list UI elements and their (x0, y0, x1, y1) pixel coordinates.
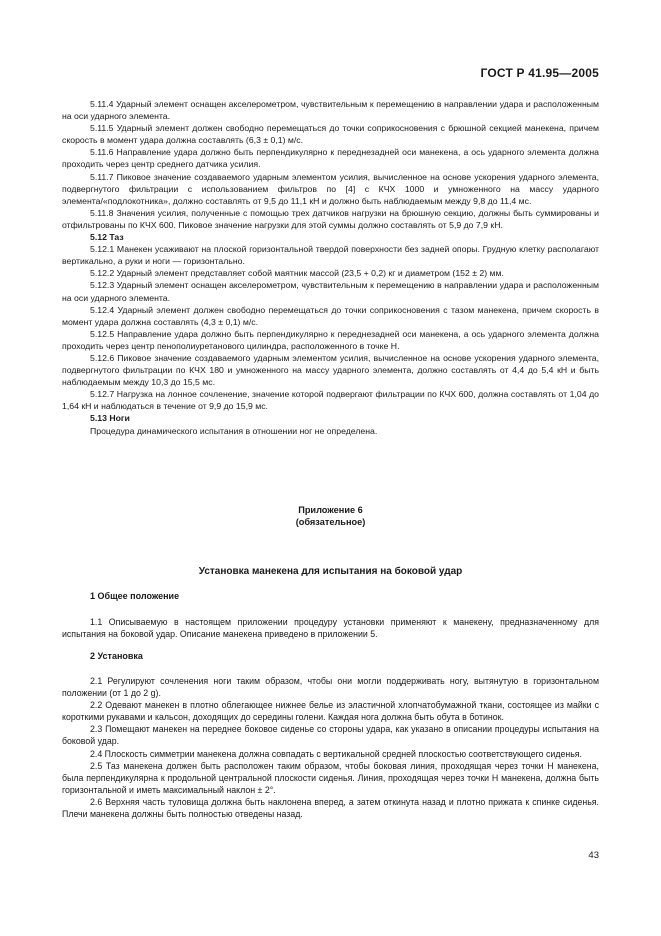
paragraph-5-11-4: 5.11.4 Ударный элемент оснащен акселерометром, чувствительным к перемещению в направлении удара и расположенным на оси ударного элемента. (62, 99, 599, 122)
paragraph-2-5: 2.5 Таз манекена должен быть расположен таким образом, чтобы боковая линия, проходящая через точки Н манекена, была перпендикулярна к продольной центральной плоскости сиденья. Линия, проходящая через точки Н манекена, должна быть горизонтальной и иметь максимальный наклон ± 2°. (62, 760, 599, 795)
paragraph-5-12-6: 5.12.6 Пиковое значение создаваемого ударным элементом усилия, вычисленное на основе ускорения ударного элемента, подвергнутого фильтрации по КЧХ 180 и умноженного на массу ударного элемента, должно составлять от 4,4 до 5,4 кН и быть наблюдаемым между 10,3 до 15,5 мс. (62, 352, 599, 388)
heading-setup: 2 Установка (90, 651, 143, 661)
paragraph-5-12-3: 5.12.3 Ударный элемент оснащен акселерометром, чувствительным к перемещению в направлении удара и расположенным на оси ударного элемента. (62, 280, 599, 303)
appendix-number: Приложение 6 (298, 505, 363, 515)
paragraph-2-2: 2.2 Одевают манекен в плотно облегающее нижнее белье из эластичной хлопчатобумажной ткани, состоящее из майки с короткими рукавами и кальсон, доходящих до середины голени. Каждая нога должна быть обута в ботинок. (62, 700, 599, 723)
document-code: ГОСТ Р 41.95—2005 (480, 66, 599, 80)
paragraph-2-3: 2.3 Помещают манекен на переднее боковое сиденье со стороны удара, как указано в описании процедуры испытания на боковой удар. (62, 724, 599, 747)
paragraph-5-12-1: 5.12.1 Манекен усаживают на плоской горизонтальной твердой поверхности без задней опоры. Грудную клетку располагают вертикально, а руки и ноги — горизонтально. (62, 244, 599, 267)
paragraph-5-12-7: 5.12.7 Нагрузка на лонное сочленение, значение которой подвергают фильтрации по КЧХ 600, должна составлять от 1,04 до 1,64 кН и наблюдаться в течение от 9,9 до 15,9 мс. (62, 389, 599, 412)
heading-general: 1 Общее положение (90, 591, 180, 601)
paragraph-2-6: 2.6 Верхняя часть туловища должна быть наклонена вперед, а затем откинута назад и плотно прижата к спинке сиденья. Плечи манекена должны быть полностью отведены назад. (62, 796, 599, 820)
paragraph-5-12-4: 5.12.4 Ударный элемент должен свободно перемещаться до точки соприкосновения с тазом манекена, причем скорость в момент удара должна составлять (4,3 ± 0,1) м/с. (62, 304, 599, 327)
paragraph-2-4: 2.4 Плоскость симметрии манекена должна совпадать с вертикальной средней плоскостью соответствующего сиденья. (90, 748, 583, 759)
general-text (62, 616, 599, 640)
paragraph-1-1: 1.1 Описываемую в настоящем приложении процедуру установки применяют к манекену, предназначенному для испытания на боковой удар. Описание манекена приведено в приложении 5. (62, 617, 599, 640)
section-5-11-5-13 (62, 98, 599, 437)
heading-5-12: 5.12 Таз (90, 232, 124, 243)
appendix-status: (обязательное) (295, 517, 366, 527)
paragraph-5-12-2: 5.12.2 Ударный элемент представляет собой маятник массой (23,5 + 0,2) кг и диаметром (152 ± 2) мм. (90, 268, 504, 279)
paragraph-5-11-8: 5.11.8 Значения усилия, полученные с помощью трех датчиков нагрузки на брюшную секцию, должны быть суммированы и отфильтрованы по КЧХ 600. Пиковое значение нагрузки для этой суммы должно составлять от 5,9 до 7,9 кН. (62, 207, 599, 230)
paragraph-5-11-5: 5.11.5 Ударный элемент должен свободно перемещаться до точки соприкосновения с брюшной секцией манекена, причем скорость в момент удара должна составлять (6,3 ± 0,1) м/с. (62, 123, 599, 146)
paragraph-5-12-5: 5.12.5 Направление удара должно быть перпендикулярно к переднезадней оси манекена, а ось ударного элемента должна проходить через центр пенополиуретанового цилиндра, расположенного в точке Н. (62, 328, 599, 351)
appendix-label (62, 504, 599, 528)
appendix-title: Установка манекена для испытания на боковой удар (198, 566, 463, 577)
setup-text (62, 675, 599, 820)
paragraph-2-1: 2.1 Регулируют сочленения ноги таким образом, чтобы они могли поддерживать ногу, вытянутую в горизонтальном положении (от 1 до 2 g). (62, 676, 599, 699)
page-number: 43 (588, 850, 599, 861)
paragraph-5-11-7: 5.11.7 Пиковое значение создаваемого ударным элементом усилия, вычисленное на основе ускорения ударного элемента, подвергнутого фильтрации с использованием фильтров по [4] с КЧХ 1000 и умноженного на массу ударного элемента/«подлокотника», должно составлять от 9,5 до 11,1 кН и должно быть наблюдаемым между 9,8 до 11,4 мс. (62, 171, 599, 206)
paragraph-5-11-6: 5.11.6 Направление удара должно быть перпендикулярно к переднезадней оси манекена, а ось ударного элемента должна проходить через центр среднего датчика усилия. (62, 147, 599, 170)
paragraph-5-13: Процедура динамического испытания в отношении ног не определена. (90, 425, 378, 436)
heading-5-13: 5.13 Ноги (90, 413, 130, 424)
